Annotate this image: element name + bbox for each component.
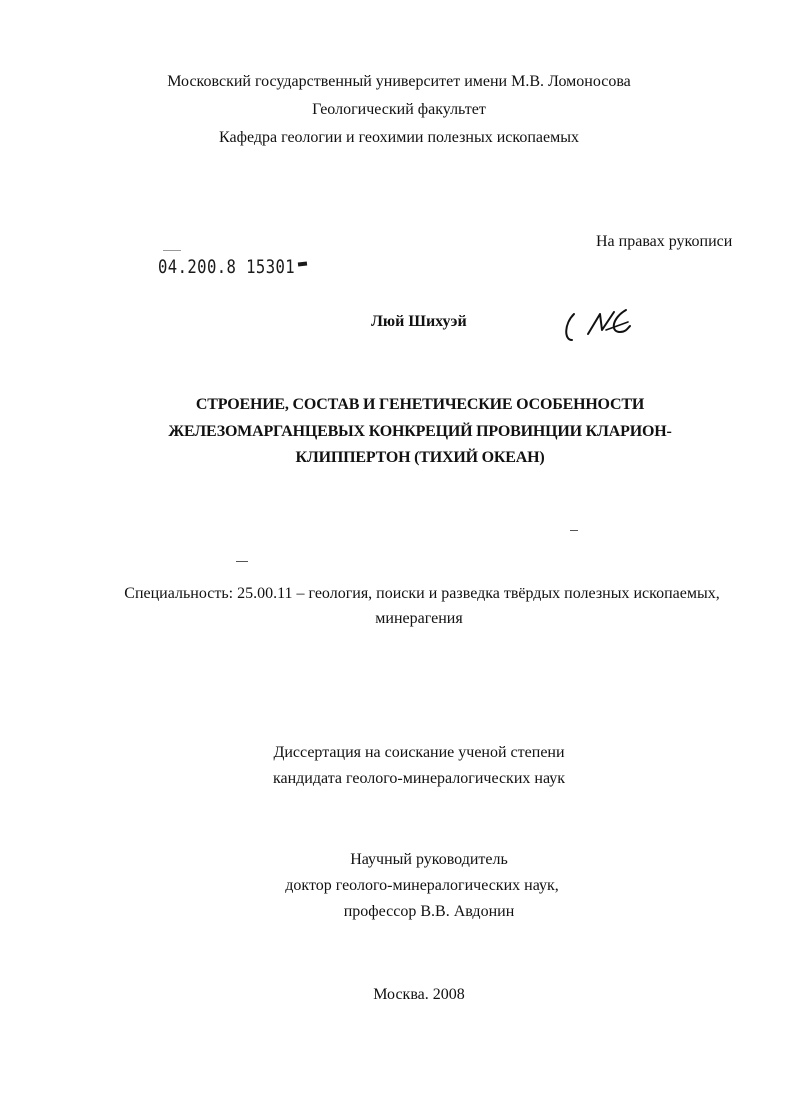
department-name: Кафедра геологии и геохимии полезных ископаемых	[219, 129, 579, 146]
advisor-role: Научный руководитель	[350, 851, 508, 868]
handwritten-signature-icon	[560, 300, 640, 350]
advisor-name: профессор В.В. Авдонин	[343, 903, 515, 920]
stamp-mark	[298, 262, 307, 267]
thesis-title-line-1: СТРОЕНИЕ, СОСТАВ И ГЕНЕТИЧЕСКИЕ ОСОБЕННОСТИ	[195, 396, 645, 413]
specialty-line-1: Специальность: 25.00.11 – геология, поиски и разведка твёрдых полезных ископаемых,	[124, 585, 720, 602]
place-year: Москва. 2008	[373, 986, 465, 1003]
degree-line-1: Диссертация на соискание ученой степени	[273, 744, 565, 761]
author-name: Люй Шихуэй	[371, 313, 467, 330]
advisor-degree: доктор геолого-минералогических наук,	[285, 877, 559, 894]
scan-speck	[163, 250, 181, 251]
scan-speck	[236, 561, 248, 562]
rights-note: На правах рукописи	[596, 233, 733, 250]
degree-line-2: кандидата геолого-минералогических наук	[272, 770, 566, 787]
thesis-title-line-3: КЛИППЕРТОН (ТИХИЙ ОКЕАН)	[295, 449, 545, 466]
thesis-title-line-2: ЖЕЛЕЗОМАРГАНЦЕВЫХ КОНКРЕЦИЙ ПРОВИНЦИИ КЛАРИОН-	[168, 423, 672, 440]
scan-speck	[570, 530, 578, 531]
university-name: Московский государственный университет имени М.В. Ломоносова	[167, 73, 631, 90]
specialty-line-2: минерагения	[375, 610, 463, 627]
archive-stamp: 04.200.8 15301	[158, 256, 296, 278]
faculty-name: Геологический факультет	[312, 101, 486, 118]
